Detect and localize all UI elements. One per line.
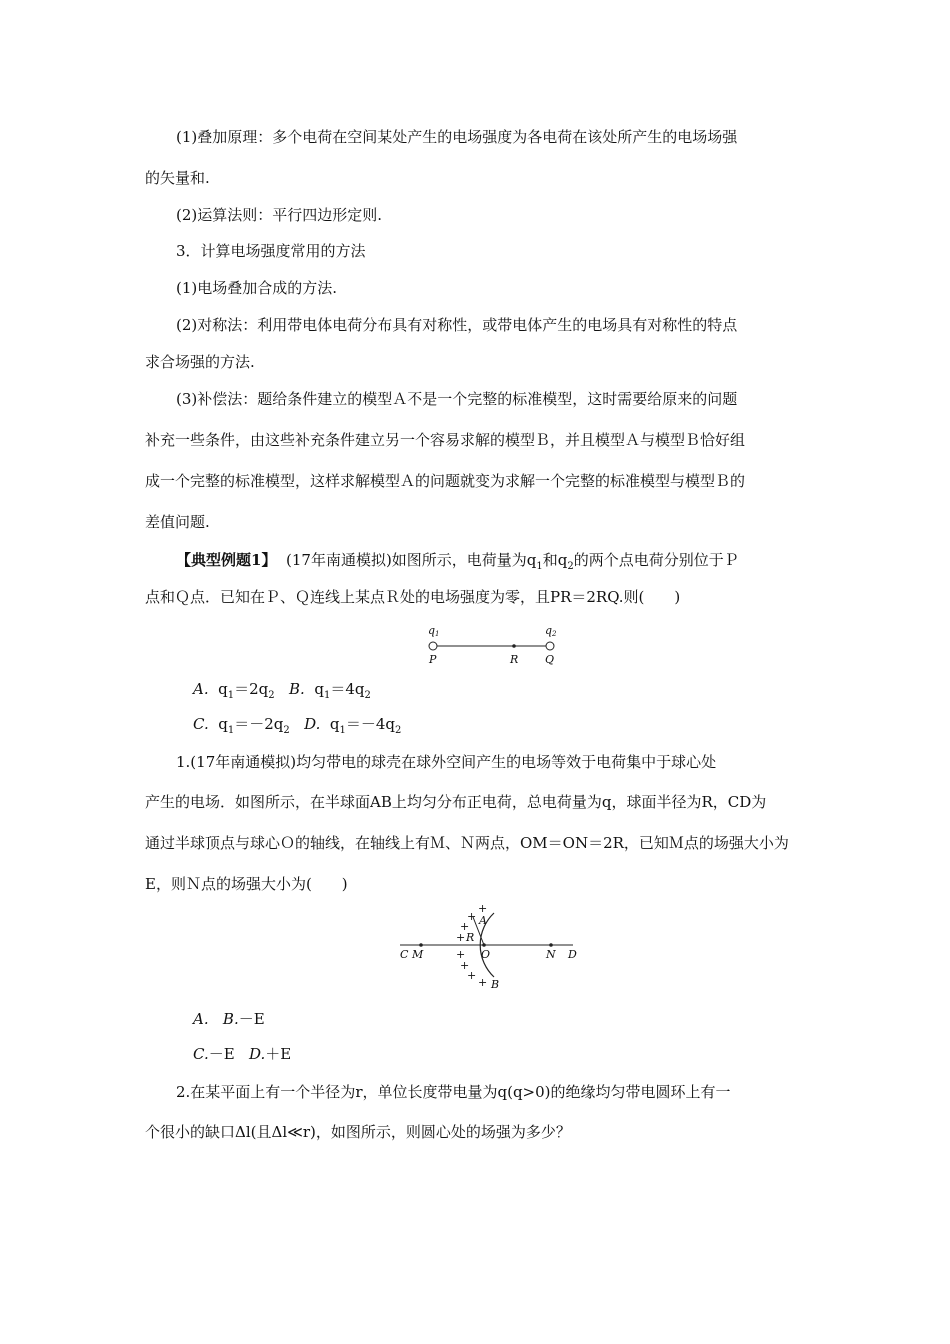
plus-5: +: [456, 948, 466, 961]
plus-8: +: [478, 976, 488, 989]
question-1-options-cd: C.－E D.＋E: [193, 1045, 292, 1063]
label-r: R: [510, 653, 519, 666]
label-a: A: [479, 914, 487, 927]
charges-pq-figure: [420, 622, 570, 670]
label-q1: q1: [428, 624, 440, 638]
example-1-line1: 【典型例题1】 (17年南通模拟)如图所示，电荷量为$q_1$和$q_2$的两个点电荷分别位于Ｐ: [176, 551, 739, 572]
example-1-options-ab: A. $q_1=2q_2$ B. $q_1=4q_2$: [193, 680, 371, 701]
label-b: B: [491, 978, 500, 991]
question-1-line3: 通过半球顶点与球心Ｏ的轴线，在轴线上有Ｍ、Ｎ两点，OM＝ON＝2R，已知Ｍ点的场强大小为: [145, 834, 789, 852]
label-c: C: [400, 948, 409, 961]
label-q: Q: [545, 653, 555, 666]
plus-4: +: [456, 931, 466, 944]
method-3-line4: 差值问题.: [145, 513, 210, 531]
question-1-options-ab: A. B.－E: [193, 1010, 265, 1028]
center-o-dot: [482, 943, 486, 947]
superposition-principle-line2: 的矢量和.: [145, 169, 210, 187]
method-3-line3: 成一个完整的标准模型，这样求解模型Ａ的问题就变为求解一个完整的标准模型与模型Ｂ的: [145, 472, 746, 490]
method-2-line2: 求合场强的方法.: [145, 353, 255, 371]
section-heading-methods: 3．计算电场强度常用的方法: [176, 242, 366, 260]
method-2-line1: (2)对称法：利用带电体电荷分布具有对称性，或带电体产生的电场具有对称性的特点: [176, 316, 738, 334]
plus-2: +: [467, 910, 477, 923]
point-m-dot: [419, 943, 423, 947]
superposition-principle-line1: (1)叠加原理：多个电荷在空间某处产生的电场强度为各电荷在该处所产生的电场场强: [176, 128, 738, 146]
charge-p-circle: [429, 642, 437, 650]
question-1-line2: 产生的电场．如图所示，在半球面AB上均匀分布正电荷，总电荷量为q，球面半径为R，CD为: [145, 793, 767, 811]
label-q2: q2: [545, 624, 557, 638]
example-1-options-cd: C. $q_1=-2q_2$ D. $q_1=-4q_2$: [193, 715, 402, 736]
operation-rule: (2)运算法则：平行四边形定则.: [176, 206, 383, 224]
label-m: M: [412, 948, 424, 961]
plus-3: +: [460, 920, 470, 933]
label-p: P: [429, 653, 437, 666]
label-radius: R: [466, 931, 475, 944]
label-d: D: [568, 948, 577, 961]
question-2-line2: 个很小的缺口Δl(且Δl≪r)，如图所示，则圆心处的场强为多少？: [145, 1123, 571, 1141]
method-1: (1)电场叠加合成的方法.: [176, 279, 338, 297]
label-o: O: [481, 948, 491, 961]
method-3-line1: (3)补偿法：题给条件建立的模型Ａ不是一个完整的标准模型，这时需要给原来的问题: [176, 390, 738, 408]
point-r-dot: [512, 644, 516, 648]
plus-7: +: [467, 969, 477, 982]
plus-1: +: [478, 902, 488, 915]
question-2-line1: 2.在某平面上有一个半径为r，单位长度带电量为q(q>0)的绝缘均匀带电圆环上有一: [176, 1083, 731, 1101]
example-tag: 【典型例题1】: [176, 551, 277, 569]
method-3-line2: 补充一些条件，由这些补充条件建立另一个容易求解的模型Ｂ，并且模型Ａ与模型Ｂ恰好组: [145, 431, 746, 449]
question-1-line4: E，则Ｎ点的场强大小为( ): [145, 875, 348, 893]
example-1-line2: 点和Ｑ点．已知在Ｐ、Ｑ连线上某点Ｒ处的电场强度为零，且PR＝2RQ.则( ): [145, 588, 681, 606]
charge-q-circle: [546, 642, 554, 650]
hemisphere-figure: [395, 900, 595, 995]
label-n: N: [546, 948, 556, 961]
plus-6: +: [460, 959, 470, 972]
question-1-line1: 1.(17年南通模拟)均匀带电的球壳在球外空间产生的电场等效于电荷集中于球心处: [176, 753, 717, 771]
point-n-dot: [549, 943, 553, 947]
